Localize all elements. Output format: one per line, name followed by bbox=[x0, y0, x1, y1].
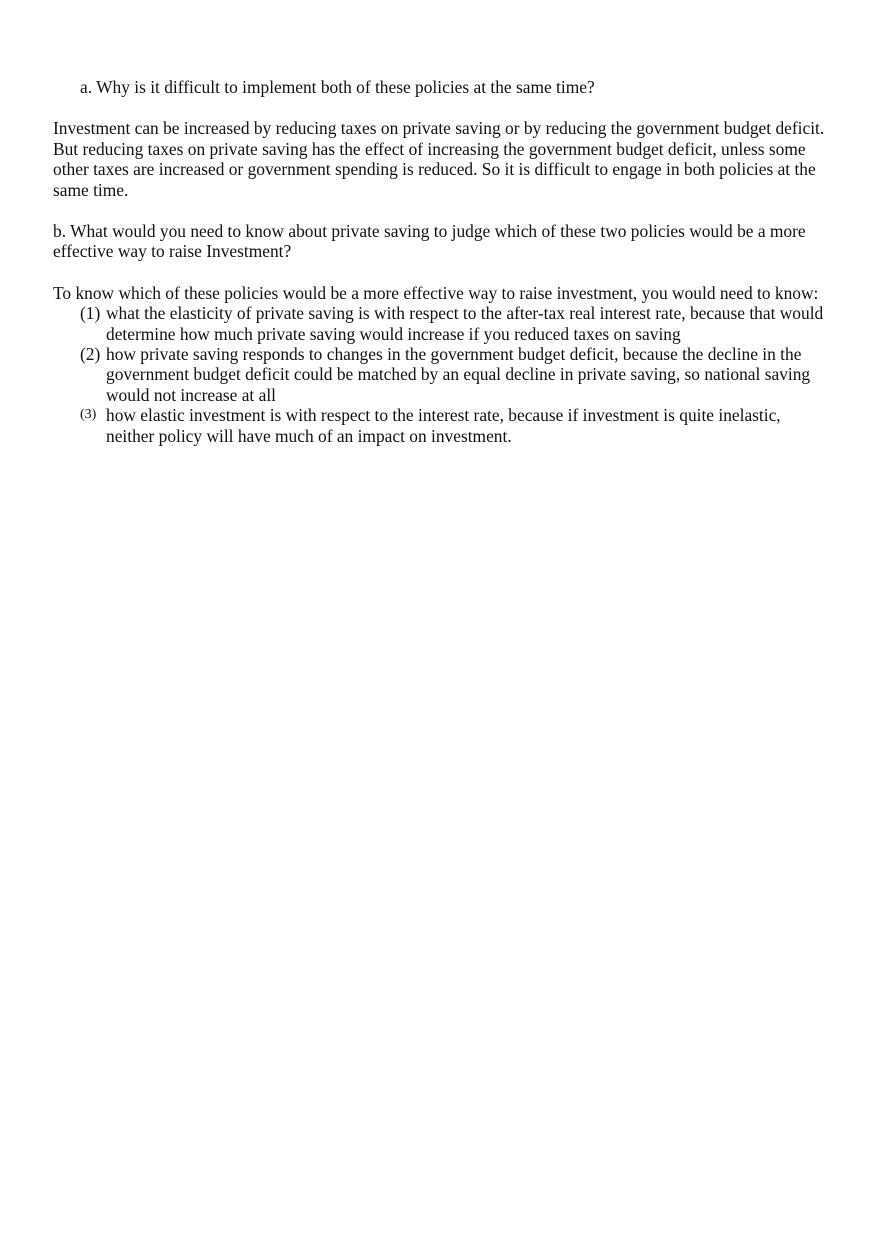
list-item-text: how elastic investment is with respect to the interest rate, because if investment is quite inelastic, neither policy will have much of an impact on investment. bbox=[106, 405, 781, 446]
list-item bbox=[53, 303, 833, 344]
question-b: b. What would you need to know about private saving to judge which of these two policies would be a more effective way to raise Investment? bbox=[53, 221, 806, 262]
list-item-text: what the elasticity of private saving is with respect to the after-tax real interest rate, because that would determine how much private saving would increase if you reduced taxes on saving bbox=[106, 303, 824, 344]
question-a: a. Why is it difficult to implement both of these policies at the same time? bbox=[80, 77, 595, 97]
document-page bbox=[53, 77, 833, 446]
list-item-number: (2) bbox=[80, 344, 101, 365]
list-item bbox=[53, 344, 833, 405]
answer-b-intro: To know which of these policies would be a more effective way to raise investment, you would need to know: bbox=[53, 282, 819, 303]
list-item-number: (1) bbox=[80, 303, 101, 324]
answer-b-list bbox=[53, 303, 833, 446]
answer-a: Investment can be increased by reducing taxes on private saving or by reducing the government budget deficit. But reducing taxes on private saving has the effect of increasing the government budget deficit, unless some other taxes are increased or government spending is reduced. So it is difficult to engage in both policies at the same time. bbox=[53, 118, 825, 200]
list-item bbox=[53, 405, 833, 446]
list-item-number: (3) bbox=[80, 407, 97, 423]
list-item-text: how private saving responds to changes in the government budget deficit, because the decline in the government budget deficit could be matched by an equal decline in private saving, so national saving would not increase at all bbox=[106, 344, 811, 405]
